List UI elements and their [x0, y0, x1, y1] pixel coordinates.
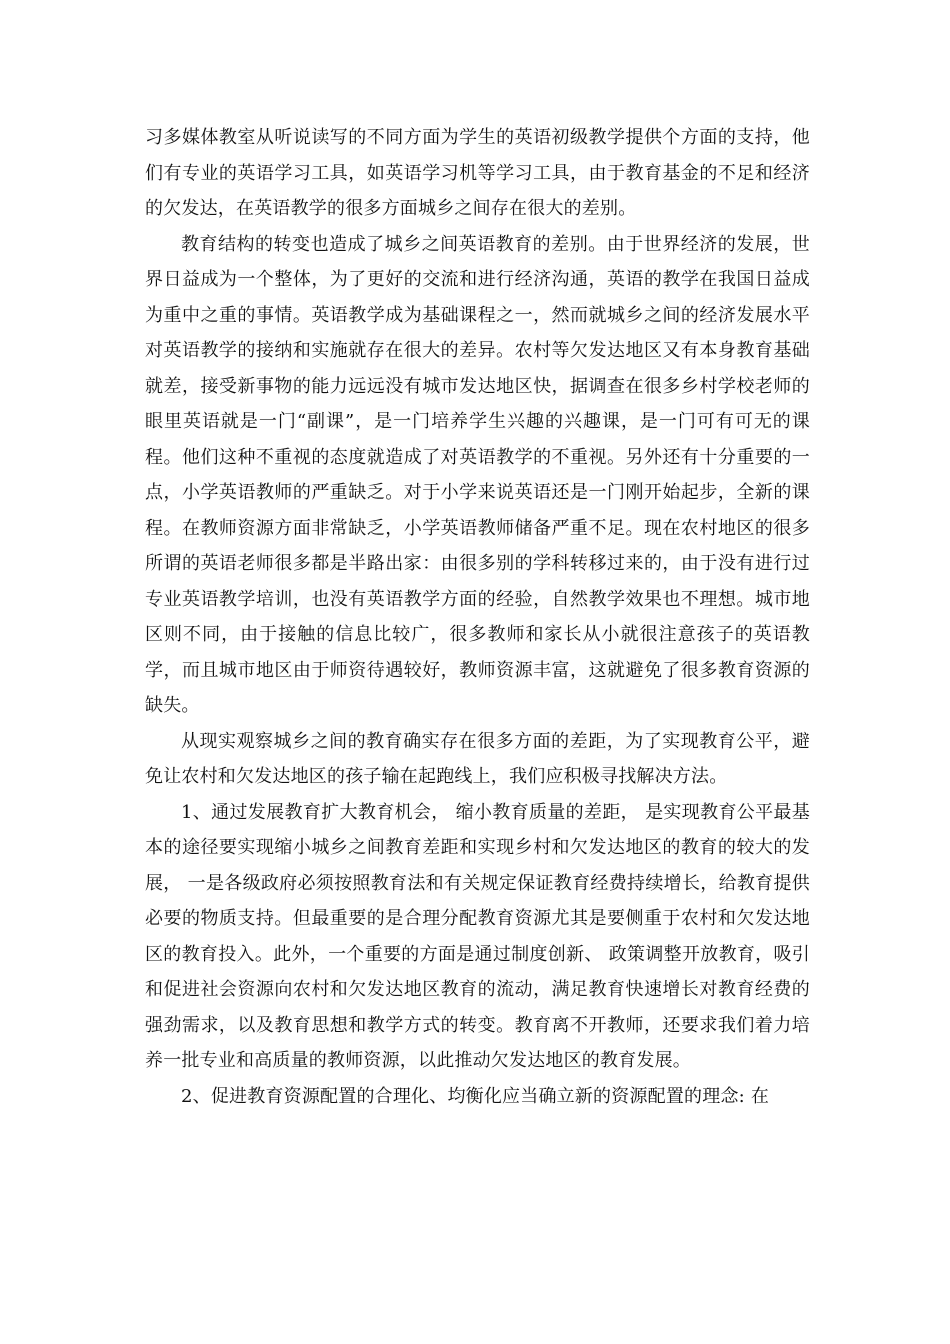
paragraph-5: 2、促进教育资源配置的合理化、均衡化应当确立新的资源配置的理念: 在 [181, 1085, 770, 1107]
paragraph-1: 习多媒体教室从听说读写的不同方面为学生的英语初级教学提供个方面的支持，他们有专业的英语学习工具，如英语学习机等学习工具，由于教育基金的不足和经济的欠发达，在英语教学的很多方面城乡之间存在很大的差别。 [145, 127, 810, 219]
paragraph-2: 教育结构的转变也造成了城乡之间英语教育的差别。由于世界经济的发展，世界日益成为一个整体，为了更好的交流和进行经济沟通，英语的教学在我国日益成为重中之重的事情。英语教学成为基础课程之一，然而就城乡之间的经济发展水平对英语教学的接纳和实施就存在很大的差异。农村等欠发达地区又有本身教育基础就差，接受新事物的能力远远没有城市发达地区快，据调查在很多乡村学校老师的眼里英语就是一门“副课”，是一门培养学生兴趣的兴趣课，是一门可有可无的课程。他们这种不重视的态度就造成了对英语教学的不重视。另外还有十分重要的一点，小学英语教师的严重缺乏。对于小学来说英语还是一门刚开始起步，全新的课程。在教师资源方面非常缺乏，小学英语教师储备严重不足。现在农村地区的很多所谓的英语老师很多都是半路出家：由很多别的学科转移过来的，由于没有进行过专业英语教学培训，也没有英语教学方面的经验，自然教学效果也不理想。城市地区则不同，由于接触的信息比较广，很多教师和家长从小就很注意孩子的英语教学，而且城市地区由于师资待遇较好，教师资源丰富，这就避免了很多教育资源的缺失。 [145, 233, 810, 716]
paragraph-4: 1、通过发展教育扩大教育机会， 缩小教育质量的差距， 是实现教育公平最基本的途径要实现缩小城乡之间教育差距和实现乡村和欠发达地区的教育的较大的发展， 一是各级政府必须按照教育法和有关规定保证教育经费持续增长，给教育提供必要的物质支持。但最重要的是合理分配教育资源尤其是要侧重于农村和欠发达地区的教育投入。此外，一个重要的方面是通过制度创新、 政策调整开放教育，吸引和促进社会资源向农村和欠发达地区教育的流动，满足教育快速增长对教育经费的强劲需求，以及教育思想和教学方式的转变。教育离不开教师，还要求我们着力培养一批专业和高质量的教师资源，以此推动欠发达地区的教育发展。 [145, 801, 810, 1071]
paragraph-3: 从现实观察城乡之间的教育确实存在很多方面的差距，为了实现教育公平，避免让农村和欠发达地区的孩子输在起跑线上，我们应积极寻找解决方法。 [145, 730, 810, 787]
document-body [145, 120, 810, 1114]
